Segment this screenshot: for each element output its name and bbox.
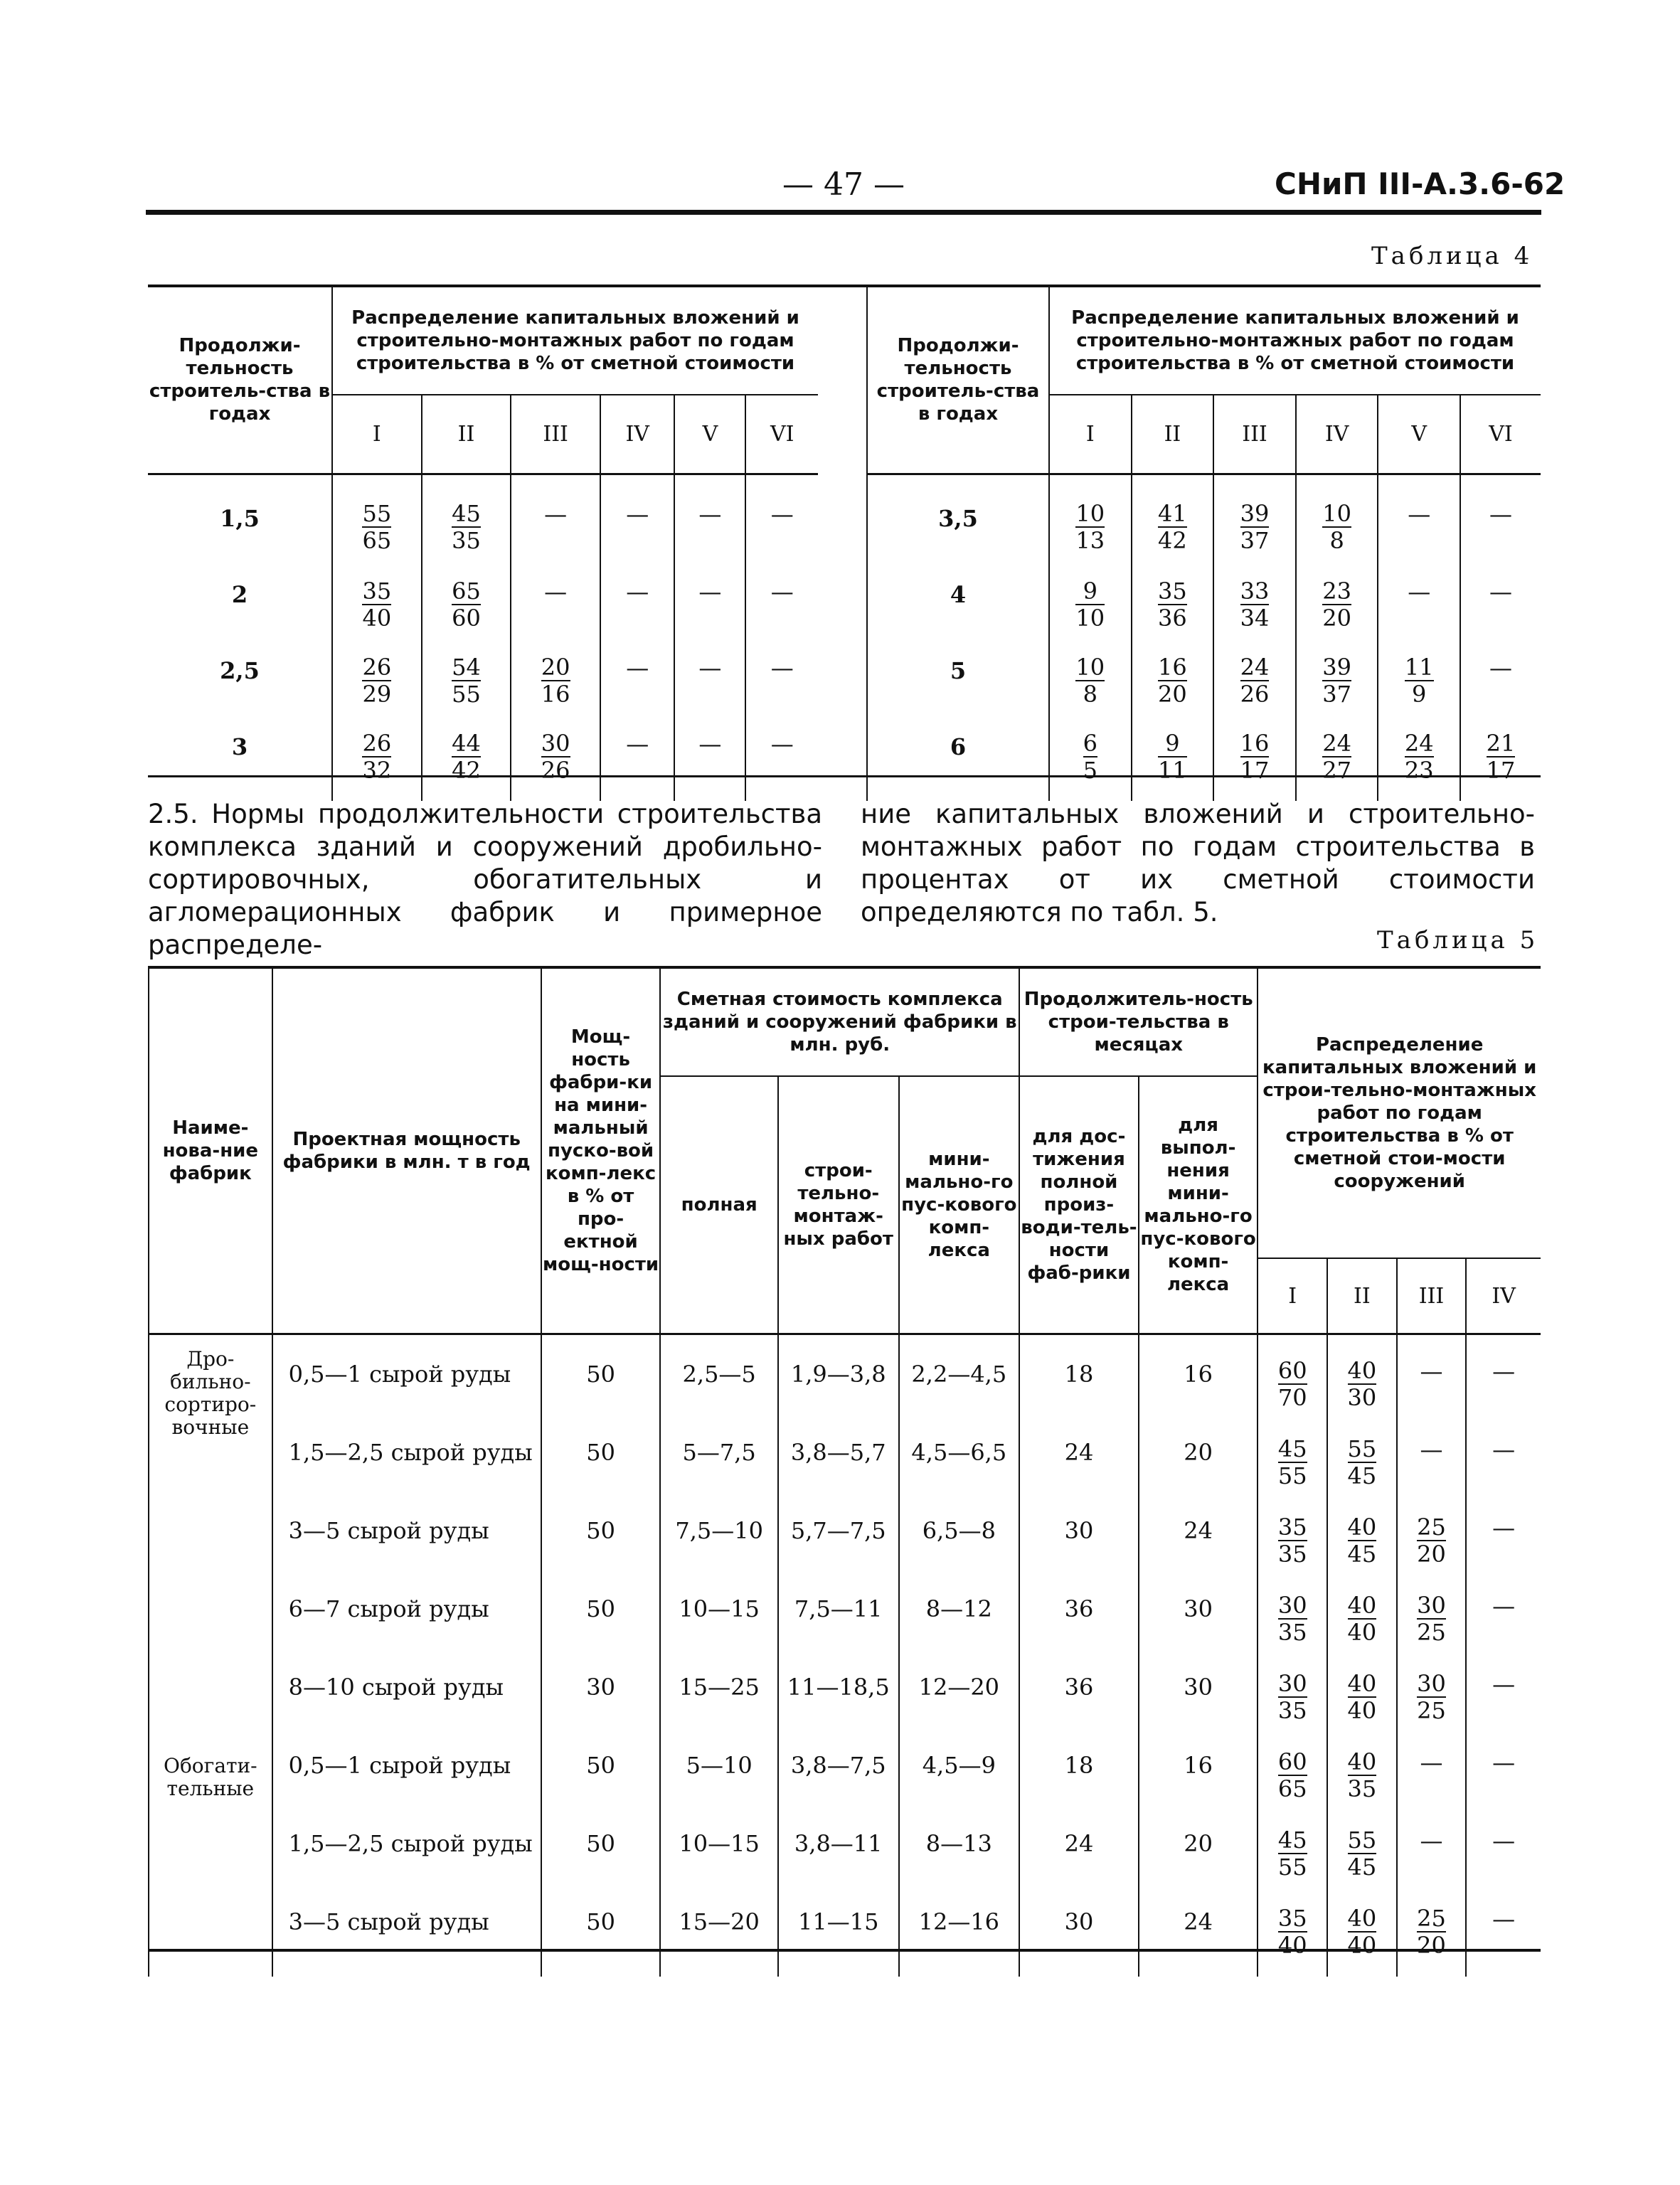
t4-col-header-5: V	[1378, 395, 1460, 474]
t5-cost-min-cell: 8—12	[899, 1585, 1020, 1664]
t5-row	[149, 1820, 1541, 1898]
t4-row	[148, 474, 818, 573]
fraction: $\frac{60}{65}$	[1277, 1748, 1307, 1802]
fraction: $\frac{35}{40}$	[1277, 1905, 1307, 1959]
t5-dur-full-cell: 36	[1019, 1585, 1139, 1664]
t4-value-cell	[1378, 474, 1460, 573]
t4-value-cell	[1460, 474, 1541, 573]
header-rule	[146, 210, 1541, 215]
fraction: $\frac{20}{16}$	[541, 654, 570, 708]
dash-value: —	[1489, 578, 1513, 605]
fraction: $\frac{25}{20}$	[1417, 1905, 1446, 1959]
t4-right-body	[867, 474, 1541, 802]
t5-name-header: Наиме-нова-ние фабрик	[149, 969, 272, 1334]
t5-dist-col-header-2: II	[1327, 1258, 1397, 1334]
fraction: $\frac{30}{26}$	[541, 730, 570, 784]
t5-row	[149, 1507, 1541, 1585]
t5-dur-min-cell: 30	[1139, 1585, 1258, 1664]
fraction: $\frac{35}{35}$	[1277, 1514, 1307, 1568]
fraction: $\frac{26}{29}$	[362, 654, 392, 708]
fraction: $\frac{6}{5}$	[1083, 730, 1097, 784]
dash-value: —	[770, 730, 794, 757]
t4-value-cell	[1049, 725, 1132, 801]
dash-value: —	[1492, 1514, 1516, 1541]
t5-dist-cell	[1258, 1507, 1327, 1585]
t4-col-header-2: II	[1132, 395, 1214, 474]
t5-capacity-cell: 1,5—2,5 сырой руды	[272, 1820, 541, 1898]
t4-distribution-header: Распределение капитальных вложений и строительно-монтажных работ по годам строительства в % от сметной стоимости	[332, 287, 818, 395]
t5-dist-cell	[1327, 1429, 1397, 1507]
t5-dist-cell	[1466, 1429, 1541, 1507]
fraction: $\frac{24}{26}$	[1240, 654, 1270, 708]
t4-col-header-2: II	[422, 395, 511, 474]
t5-dist-cell	[1327, 1820, 1397, 1898]
t4-value-cell	[1132, 474, 1214, 573]
t4-years-cell: 6	[867, 725, 1049, 801]
fraction: $\frac{9}{10}$	[1075, 578, 1105, 632]
fraction: $\frac{40}{40}$	[1347, 1670, 1377, 1724]
dash-value: —	[1408, 501, 1431, 528]
t5-cost-smr-cell: 1,9—3,8	[778, 1334, 899, 1430]
t4-row	[867, 573, 1541, 649]
t5-row	[149, 1585, 1541, 1664]
t5-duration-header: Продолжитель-ность строи-тельства в месяцах	[1019, 969, 1258, 1076]
fraction: $\frac{55}{45}$	[1347, 1435, 1377, 1489]
t5-cost-full-cell: 7,5—10	[660, 1507, 777, 1585]
t5-dist-cell	[1466, 1334, 1541, 1430]
fraction: $\frac{35}{36}$	[1158, 578, 1187, 632]
fraction: $\frac{45}{35}$	[452, 500, 481, 554]
t5-cost-full-cell: 5—7,5	[660, 1429, 777, 1507]
fraction: $\frac{40}{30}$	[1347, 1357, 1377, 1411]
t5-capacity-cell: 3—5 сырой руды	[272, 1898, 541, 1977]
t4-value-cell	[600, 573, 674, 649]
t4-value-cell	[1378, 573, 1460, 649]
t5-capacity-cell: 1,5—2,5 сырой руды	[272, 1429, 541, 1507]
t5-dist-cell	[1327, 1898, 1397, 1977]
dash-value: —	[626, 578, 649, 605]
paragraph-right: ние капитальных вложений и строительно-монтажных работ по годам строительства в процентах от их сметной стоимости определяются по табл. 5.	[861, 799, 1535, 927]
t4-col-header-3: III	[1213, 395, 1296, 474]
fraction: $\frac{40}{40}$	[1347, 1905, 1377, 1959]
t5-dist-cell	[1258, 1429, 1327, 1507]
t5-dur-min-header: для выпол-нения мини-мально-го пус-кового комп-лекса	[1139, 1076, 1258, 1334]
t5-group-cell: Обогати-тельные	[149, 1742, 272, 1977]
t5-cost-smr-cell: 3,8—5,7	[778, 1429, 899, 1507]
t5-row	[149, 1429, 1541, 1507]
t4-value-cell	[600, 725, 674, 801]
t4-value-cell	[1296, 474, 1378, 573]
t4-value-cell	[745, 573, 818, 649]
t5-dur-min-cell: 16	[1139, 1742, 1258, 1820]
dash-value: —	[770, 654, 794, 681]
dash-value: —	[698, 578, 722, 605]
t5-cost-min-cell: 6,5—8	[899, 1507, 1020, 1585]
t5-cost-smr-cell: 7,5—11	[778, 1585, 899, 1664]
t5-dur-min-cell: 24	[1139, 1507, 1258, 1585]
t5-cost-header: Сметная стоимость комплекса зданий и сооружений фабрики в млн. руб.	[660, 969, 1019, 1076]
fraction: $\frac{16}{20}$	[1158, 654, 1187, 708]
dash-value: —	[626, 730, 649, 757]
t5-cost-min-cell: 12—20	[899, 1664, 1020, 1742]
t5-min-capacity-cell: 50	[541, 1585, 661, 1664]
t4-value-cell	[1460, 573, 1541, 649]
fraction: $\frac{24}{23}$	[1404, 730, 1434, 784]
t4-row	[148, 649, 818, 725]
dash-value: —	[1489, 654, 1513, 681]
dash-value: —	[698, 501, 722, 528]
t4-value-cell	[332, 725, 422, 801]
t5-dist-cell	[1327, 1334, 1397, 1430]
fraction: $\frac{40}{45}$	[1347, 1514, 1377, 1568]
fraction: $\frac{54}{55}$	[452, 654, 481, 708]
fraction: $\frac{65}{60}$	[452, 578, 481, 632]
fraction: $\frac{16}{17}$	[1240, 730, 1270, 784]
t5-cost-smr-cell: 11—15	[778, 1898, 899, 1977]
dash-value: —	[1492, 1358, 1516, 1385]
t5-dist-cell	[1466, 1664, 1541, 1742]
fraction: $\frac{26}{32}$	[362, 730, 392, 784]
t5-cost-full-cell: 15—20	[660, 1898, 777, 1977]
t5-dist-cell	[1466, 1820, 1541, 1898]
fraction: $\frac{23}{20}$	[1322, 578, 1351, 632]
t5-cost-min-cell: 4,5—6,5	[899, 1429, 1020, 1507]
t4-row	[867, 474, 1541, 573]
table4-caption: Таблица 4	[1371, 242, 1533, 270]
fraction: $\frac{10}{13}$	[1075, 500, 1105, 554]
table5	[148, 969, 1541, 1977]
t5-cost-smr-header: строи-тельно-монтаж-ных работ	[778, 1076, 899, 1334]
fraction: $\frac{21}{17}$	[1486, 730, 1516, 784]
t4-years-cell: 3	[148, 725, 332, 801]
dash-value: —	[1489, 501, 1513, 528]
dash-value: —	[1420, 1827, 1443, 1854]
dash-value: —	[544, 501, 568, 528]
t4-col-header-1: I	[332, 395, 422, 474]
t4-value-cell	[422, 649, 511, 725]
t4-value-cell	[600, 649, 674, 725]
t4-value-cell	[1378, 649, 1460, 725]
t5-dist-cell	[1397, 1334, 1467, 1430]
t5-capacity-cell: 0,5—1 сырой руды	[272, 1742, 541, 1820]
t5-cost-min-cell: 4,5—9	[899, 1742, 1020, 1820]
t4-value-cell	[422, 474, 511, 573]
t5-row	[149, 1742, 1541, 1820]
fraction: $\frac{39}{37}$	[1322, 654, 1351, 708]
t5-cost-min-header: мини-мально-го пус-кового комп-лекса	[899, 1076, 1020, 1334]
t5-dist-cell	[1397, 1742, 1467, 1820]
t5-dist-cell	[1327, 1507, 1397, 1585]
t5-capacity-cell: 6—7 сырой руды	[272, 1585, 541, 1664]
t4-value-cell	[674, 474, 745, 573]
t5-dist-col-header-1: I	[1258, 1258, 1327, 1334]
t4-years-cell: 1,5	[148, 474, 332, 573]
t5-dist-cell	[1466, 1742, 1541, 1820]
t4-distribution-header: Распределение капитальных вложений и строительно-монтажных работ по годам строительства в % от сметной стоимости	[1049, 287, 1541, 395]
dash-value: —	[1420, 1358, 1443, 1385]
t4-col-header-6: VI	[745, 395, 818, 474]
t4-value-cell	[1460, 649, 1541, 725]
t5-dist-cell	[1258, 1664, 1327, 1742]
t5-body	[149, 1334, 1541, 1977]
t4-value-cell	[674, 649, 745, 725]
t4-value-cell	[332, 649, 422, 725]
fraction: $\frac{55}{65}$	[362, 500, 392, 554]
t4-value-cell	[1296, 725, 1378, 801]
dash-value: —	[1492, 1671, 1516, 1698]
t5-dist-cell	[1397, 1898, 1467, 1977]
t4-row	[148, 725, 818, 801]
t5-dist-cell	[1327, 1664, 1397, 1742]
t5-dur-full-cell: 18	[1019, 1334, 1139, 1430]
fraction: $\frac{39}{37}$	[1240, 500, 1270, 554]
t5-dist-cell	[1397, 1585, 1467, 1664]
t5-dist-cell	[1466, 1507, 1541, 1585]
t5-capacity-cell: 0,5—1 сырой руды	[272, 1334, 541, 1430]
paragraph-left: 2.5. Нормы продолжительности строительства комплекса зданий и сооружений дробильно-сортировочных, обогатительных и агломерационных фабрик и примерное распределе-	[148, 799, 822, 960]
fraction: $\frac{9}{11}$	[1158, 730, 1187, 784]
t4-value-cell	[332, 474, 422, 573]
t5-dist-cell	[1397, 1507, 1467, 1585]
t5-dist-cell	[1327, 1742, 1397, 1820]
t4-value-cell	[1132, 573, 1214, 649]
dash-value: —	[544, 578, 568, 605]
t5-cost-smr-cell: 3,8—7,5	[778, 1742, 899, 1820]
t5-capacity-cell: 3—5 сырой руды	[272, 1507, 541, 1585]
t5-min-capacity-cell: 50	[541, 1334, 661, 1430]
t5-dur-full-cell: 24	[1019, 1820, 1139, 1898]
t4-value-cell	[1049, 474, 1132, 573]
fraction: $\frac{30}{25}$	[1417, 1592, 1446, 1646]
fraction: $\frac{35}{40}$	[362, 578, 392, 632]
t5-dur-full-cell: 18	[1019, 1742, 1139, 1820]
t5-row	[149, 1898, 1541, 1977]
t5-min-capacity-cell: 50	[541, 1820, 661, 1898]
fraction: $\frac{45}{55}$	[1277, 1435, 1307, 1489]
t4-left-body	[148, 474, 818, 802]
t4-value-cell	[745, 725, 818, 801]
t5-dist-cell	[1327, 1585, 1397, 1664]
t5-min-capacity-cell: 50	[541, 1429, 661, 1507]
t4-value-cell	[745, 649, 818, 725]
t4-value-cell	[1213, 725, 1296, 801]
t5-group-cell: Дро-бильно-сортиро-вочные	[149, 1334, 272, 1743]
t4-value-cell	[1460, 725, 1541, 801]
t5-min-capacity-cell: 50	[541, 1742, 661, 1820]
t5-min-capacity-cell: 30	[541, 1664, 661, 1742]
t5-capacity-header: Проектная мощность фабрики в млн. т в год	[272, 969, 541, 1334]
t4-value-cell	[511, 649, 600, 725]
t4-value-cell	[1296, 649, 1378, 725]
t5-dist-cell	[1258, 1585, 1327, 1664]
t4-col-header-1: I	[1049, 395, 1132, 474]
t5-dur-full-cell: 24	[1019, 1429, 1139, 1507]
t4-years-cell: 2,5	[148, 649, 332, 725]
t5-min-capacity-header: Мощ-ность фабри-ки на мини-мальный пуско-вой комп-лекс в % от про-ектной мощ-ности	[541, 969, 661, 1334]
t5-dist-cell	[1466, 1898, 1541, 1977]
dash-value: —	[1420, 1749, 1443, 1776]
fraction: $\frac{10}{8}$	[1322, 500, 1351, 554]
fraction: $\frac{25}{20}$	[1417, 1514, 1446, 1568]
t5-dur-min-cell: 20	[1139, 1429, 1258, 1507]
t5-min-capacity-cell: 50	[541, 1898, 661, 1977]
t5-dur-min-cell: 24	[1139, 1898, 1258, 1977]
t5-row	[149, 1334, 1541, 1430]
fraction: $\frac{33}{34}$	[1240, 578, 1270, 632]
t4-value-cell	[422, 573, 511, 649]
t4-col-header-6: VI	[1460, 395, 1541, 474]
t5-cost-full-cell: 10—15	[660, 1585, 777, 1664]
t5-cost-min-cell: 12—16	[899, 1898, 1020, 1977]
dash-value: —	[626, 501, 649, 528]
fraction: $\frac{60}{70}$	[1277, 1357, 1307, 1411]
t5-dist-cell	[1258, 1898, 1327, 1977]
fraction: $\frac{30}{35}$	[1277, 1592, 1307, 1646]
t5-min-capacity-cell: 50	[541, 1507, 661, 1585]
t5-dist-cell	[1397, 1664, 1467, 1742]
t4-col-header-5: V	[674, 395, 745, 474]
fraction: $\frac{24}{27}$	[1322, 730, 1351, 784]
t5-cost-smr-cell: 11—18,5	[778, 1664, 899, 1742]
t5-dur-min-cell: 20	[1139, 1820, 1258, 1898]
fraction: $\frac{40}{35}$	[1347, 1748, 1377, 1802]
dash-value: —	[1420, 1436, 1443, 1463]
t4-col-header-4: IV	[600, 395, 674, 474]
t4-value-cell	[1213, 474, 1296, 573]
fraction: $\frac{55}{45}$	[1347, 1827, 1377, 1881]
t5-dur-min-cell: 16	[1139, 1334, 1258, 1430]
table4-left	[148, 287, 818, 801]
t5-cost-smr-cell: 5,7—7,5	[778, 1507, 899, 1585]
t5-cost-full-cell: 2,5—5	[660, 1334, 777, 1430]
dash-value: —	[770, 501, 794, 528]
table4-right	[866, 287, 1541, 801]
t5-dur-full-cell: 30	[1019, 1898, 1139, 1977]
t4-value-cell	[1296, 573, 1378, 649]
t4-years-cell: 3,5	[867, 474, 1049, 573]
dash-value: —	[698, 654, 722, 681]
t5-dist-col-header-3: III	[1397, 1258, 1467, 1334]
t4-years-cell: 4	[867, 573, 1049, 649]
t4-value-cell	[1132, 649, 1214, 725]
t4-value-cell	[1132, 725, 1214, 801]
t4-col-header-3: III	[511, 395, 600, 474]
dash-value: —	[626, 654, 649, 681]
t5-cost-full-header: полная	[660, 1076, 777, 1334]
t4-duration-header: Продолжи-тельность строитель-ства в годах	[148, 287, 332, 474]
t5-cost-min-cell: 8—13	[899, 1820, 1020, 1898]
fraction: $\frac{40}{40}$	[1347, 1592, 1377, 1646]
t4-col-header-4: IV	[1296, 395, 1378, 474]
t4-value-cell	[674, 573, 745, 649]
t5-row	[149, 1664, 1541, 1742]
t4-value-cell	[1213, 573, 1296, 649]
t5-dist-cell	[1397, 1820, 1467, 1898]
t5-cost-full-cell: 15—25	[660, 1664, 777, 1742]
t5-dur-full-header: для дос-тижения полной произ-води-тель-ности фаб-рики	[1019, 1076, 1139, 1334]
t5-dur-full-cell: 30	[1019, 1507, 1139, 1585]
t4-value-cell	[1378, 725, 1460, 801]
t4-value-cell	[1049, 649, 1132, 725]
t5-dist-cell	[1397, 1429, 1467, 1507]
t5-dur-min-cell: 30	[1139, 1664, 1258, 1742]
t5-dist-col-header-4: IV	[1466, 1258, 1541, 1334]
t5-capacity-cell: 8—10 сырой руды	[272, 1664, 541, 1742]
t4-value-cell	[1213, 649, 1296, 725]
t5-dist-cell	[1466, 1585, 1541, 1664]
page-number: — 47 —	[782, 166, 905, 203]
t5-dist-cell	[1258, 1334, 1327, 1430]
document-code: СНиП III-А.3.6-62	[1275, 166, 1565, 201]
dash-value: —	[1408, 578, 1431, 605]
t4-value-cell	[511, 474, 600, 573]
fraction: $\frac{44}{42}$	[452, 730, 481, 784]
t4-value-cell	[600, 474, 674, 573]
t4-row	[867, 725, 1541, 801]
t5-cost-smr-cell: 3,8—11	[778, 1820, 899, 1898]
dash-value: —	[1492, 1827, 1516, 1854]
fraction: $\frac{30}{35}$	[1277, 1670, 1307, 1724]
dash-value: —	[698, 730, 722, 757]
t4-years-cell: 2	[148, 573, 332, 649]
t5-distribution-header: Распределение капитальных вложений и строи-тельно-монтажных работ по годам строительства в % от сметной стои-мости сооружений	[1258, 969, 1541, 1258]
t4-value-cell	[422, 725, 511, 801]
dash-value: —	[770, 578, 794, 605]
t5-cost-full-cell: 10—15	[660, 1820, 777, 1898]
t4-years-cell: 5	[867, 649, 1049, 725]
t4-duration-header: Продолжи-тельность строитель-ства в годах	[867, 287, 1049, 474]
dash-value: —	[1492, 1749, 1516, 1776]
fraction: $\frac{45}{55}$	[1277, 1827, 1307, 1881]
table5-caption: Таблица 5	[1377, 926, 1539, 955]
t5-cost-full-cell: 5—10	[660, 1742, 777, 1820]
dash-value: —	[1492, 1436, 1516, 1463]
t4-value-cell	[511, 725, 600, 801]
t5-cost-min-cell: 2,2—4,5	[899, 1334, 1020, 1430]
t4-value-cell	[1049, 573, 1132, 649]
t4-row	[148, 573, 818, 649]
t5-dist-cell	[1258, 1742, 1327, 1820]
dash-value: —	[1492, 1905, 1516, 1933]
dash-value: —	[1492, 1593, 1516, 1620]
t5-dur-full-cell: 36	[1019, 1664, 1139, 1742]
fraction: $\frac{30}{25}$	[1417, 1670, 1446, 1724]
t4-value-cell	[745, 474, 818, 573]
fraction: $\frac{41}{42}$	[1158, 500, 1187, 554]
t4-value-cell	[674, 725, 745, 801]
t4-row	[867, 649, 1541, 725]
fraction: $\frac{10}{8}$	[1075, 654, 1105, 708]
t4-value-cell	[332, 573, 422, 649]
t5-dist-cell	[1258, 1820, 1327, 1898]
fraction: $\frac{11}{9}$	[1404, 654, 1434, 708]
t4-value-cell	[511, 573, 600, 649]
